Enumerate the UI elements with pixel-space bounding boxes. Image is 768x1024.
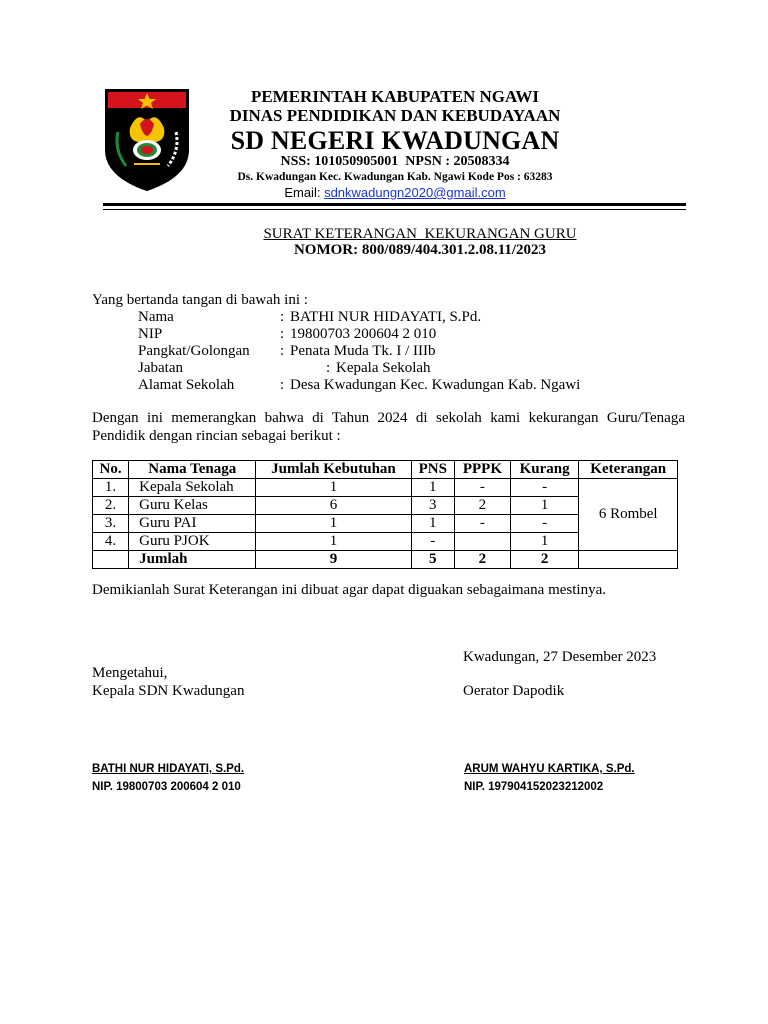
statement-paragraph: Dengan ini memerangkan bahwa di Tahun 2024 di sekolah kami kekurangan Guru/Tenaga Pendidik dengan rincian sebagai berikut : (92, 410, 685, 444)
table-header-cell: Kurang (510, 461, 579, 479)
operator-role: Oerator Dapodik (463, 683, 565, 699)
identity-label: Nama (138, 309, 174, 325)
acknowledge-label: Mengetahui, (92, 665, 168, 681)
identity-row (138, 309, 698, 326)
table-cell-nama: Guru PAI (129, 515, 256, 533)
table-header-cell: Keterangan (579, 461, 678, 479)
table-cell-no: 3. (93, 515, 129, 533)
table-cell-keterangan: 6 Rombel (579, 479, 678, 551)
table-cell-kurang: 1 (510, 497, 579, 515)
letterhead-department: DINAS PENDIDIKAN DAN KEBUDAYAAN (229, 106, 561, 125)
table-cell-nama: Kepala Sekolah (129, 479, 256, 497)
table-cell-no: 1. (93, 479, 129, 497)
table-cell-kebutuhan: 1 (256, 515, 411, 533)
table-cell-kebutuhan: 1 (256, 533, 411, 551)
table-cell-no: 4. (93, 533, 129, 551)
signatory-identity (138, 309, 698, 394)
letterhead-government: PEMERINTAH KABUPATEN NGAWI (250, 87, 540, 106)
identity-label: Pangkat/Golongan (138, 343, 250, 359)
identity-row (138, 377, 698, 394)
letterhead-ids: NSS: 101050905001 NPSN : 20508334 (280, 154, 510, 169)
identity-label: Jabatan (138, 360, 183, 376)
table-header-cell: PNS (411, 461, 454, 479)
total-cell-keterangan (579, 551, 678, 569)
regency-crest-icon (100, 84, 194, 192)
identity-row (138, 326, 698, 343)
table-cell-no: 2. (93, 497, 129, 515)
letterhead-school-name: SD NEGERI KWADUNGAN (230, 126, 560, 155)
table-cell-kebutuhan: 1 (256, 479, 411, 497)
table-cell-pns: - (411, 533, 454, 551)
table-header-row (93, 461, 678, 479)
total-cell-kurang: 2 (510, 551, 579, 569)
letterhead-rule-thin (103, 209, 686, 210)
table-cell-pns: 1 (411, 479, 454, 497)
identity-colon: : (280, 343, 285, 359)
closing-line: Demikianlah Surat Keterangan ini dibuat agar dapat diguakan sebagaimana mestinya. (92, 582, 606, 598)
identity-value: Kepala Sekolah (336, 360, 431, 376)
table-header-cell: No. (93, 461, 129, 479)
shortage-table (92, 460, 678, 569)
letterhead-address: Ds. Kwadungan Kec. Kwadungan Kab. Ngawi Kode Pos : 63283 (237, 171, 553, 183)
letter-number: NOMOR: 800/089/404.301.2.08.11/2023 (293, 242, 547, 258)
total-cell-nama: Jumlah (129, 551, 256, 569)
table-header-cell: Nama Tenaga (129, 461, 256, 479)
identity-row (138, 360, 698, 377)
identity-value: Penata Muda Tk. I / IIIb (290, 343, 436, 359)
identity-colon: : (280, 309, 285, 325)
headmaster-role: Kepala SDN Kwadungan (92, 683, 245, 699)
operator-name: ARUM WAHYU KARTIKA, S.Pd. (464, 763, 635, 775)
table-cell-pppk: 2 (454, 497, 510, 515)
table-cell-pppk: - (454, 479, 510, 497)
table-cell-nama: Guru Kelas (129, 497, 256, 515)
identity-value: BATHI NUR HIDAYATI, S.Pd. (290, 309, 482, 325)
identity-colon: : (280, 377, 285, 393)
table-total-row (93, 551, 678, 569)
letterhead-email-line (200, 185, 590, 200)
letterhead-rule-thick (103, 203, 686, 206)
email-label: Email: (284, 185, 325, 200)
total-cell-no (93, 551, 129, 569)
total-cell-kebutuhan: 9 (256, 551, 411, 569)
identity-value: Desa Kwadungan Kec. Kwadungan Kab. Ngawi (290, 377, 581, 393)
headmaster-nip: NIP. 19800703 200604 2 010 (92, 781, 241, 793)
table-header-cell: PPPK (454, 461, 510, 479)
headmaster-name: BATHI NUR HIDAYATI, S.Pd. (92, 763, 245, 775)
table-header-cell: Jumlah Kebutuhan (256, 461, 411, 479)
identity-colon: : (326, 360, 331, 376)
place-date: Kwadungan, 27 Desember 2023 (463, 649, 657, 665)
total-cell-pppk: 2 (454, 551, 510, 569)
table-cell-kurang: 1 (510, 533, 579, 551)
table-cell-kurang: - (510, 479, 579, 497)
letter-title: SURAT KETERANGAN KEKURANGAN GURU (263, 226, 577, 242)
identity-value: 19800703 200604 2 010 (290, 326, 437, 342)
table-row (93, 479, 678, 497)
table-cell-pns: 3 (411, 497, 454, 515)
total-cell-pns: 5 (411, 551, 454, 569)
operator-nip: NIP. 197904152023212002 (464, 781, 604, 793)
identity-colon: : (280, 326, 285, 342)
opening-line: Yang bertanda tangan di bawah ini : (92, 292, 308, 308)
table-cell-kebutuhan: 6 (256, 497, 411, 515)
table-cell-pppk (454, 533, 510, 551)
identity-label: Alamat Sekolah (138, 377, 235, 393)
table-cell-kurang: - (510, 515, 579, 533)
email-link[interactable]: sdnkwadungn2020@gmail.com (324, 185, 506, 200)
identity-row (138, 343, 698, 360)
identity-label: NIP (138, 326, 163, 342)
table-cell-nama: Guru PJOK (129, 533, 256, 551)
table-cell-pppk: - (454, 515, 510, 533)
table-cell-pns: 1 (411, 515, 454, 533)
